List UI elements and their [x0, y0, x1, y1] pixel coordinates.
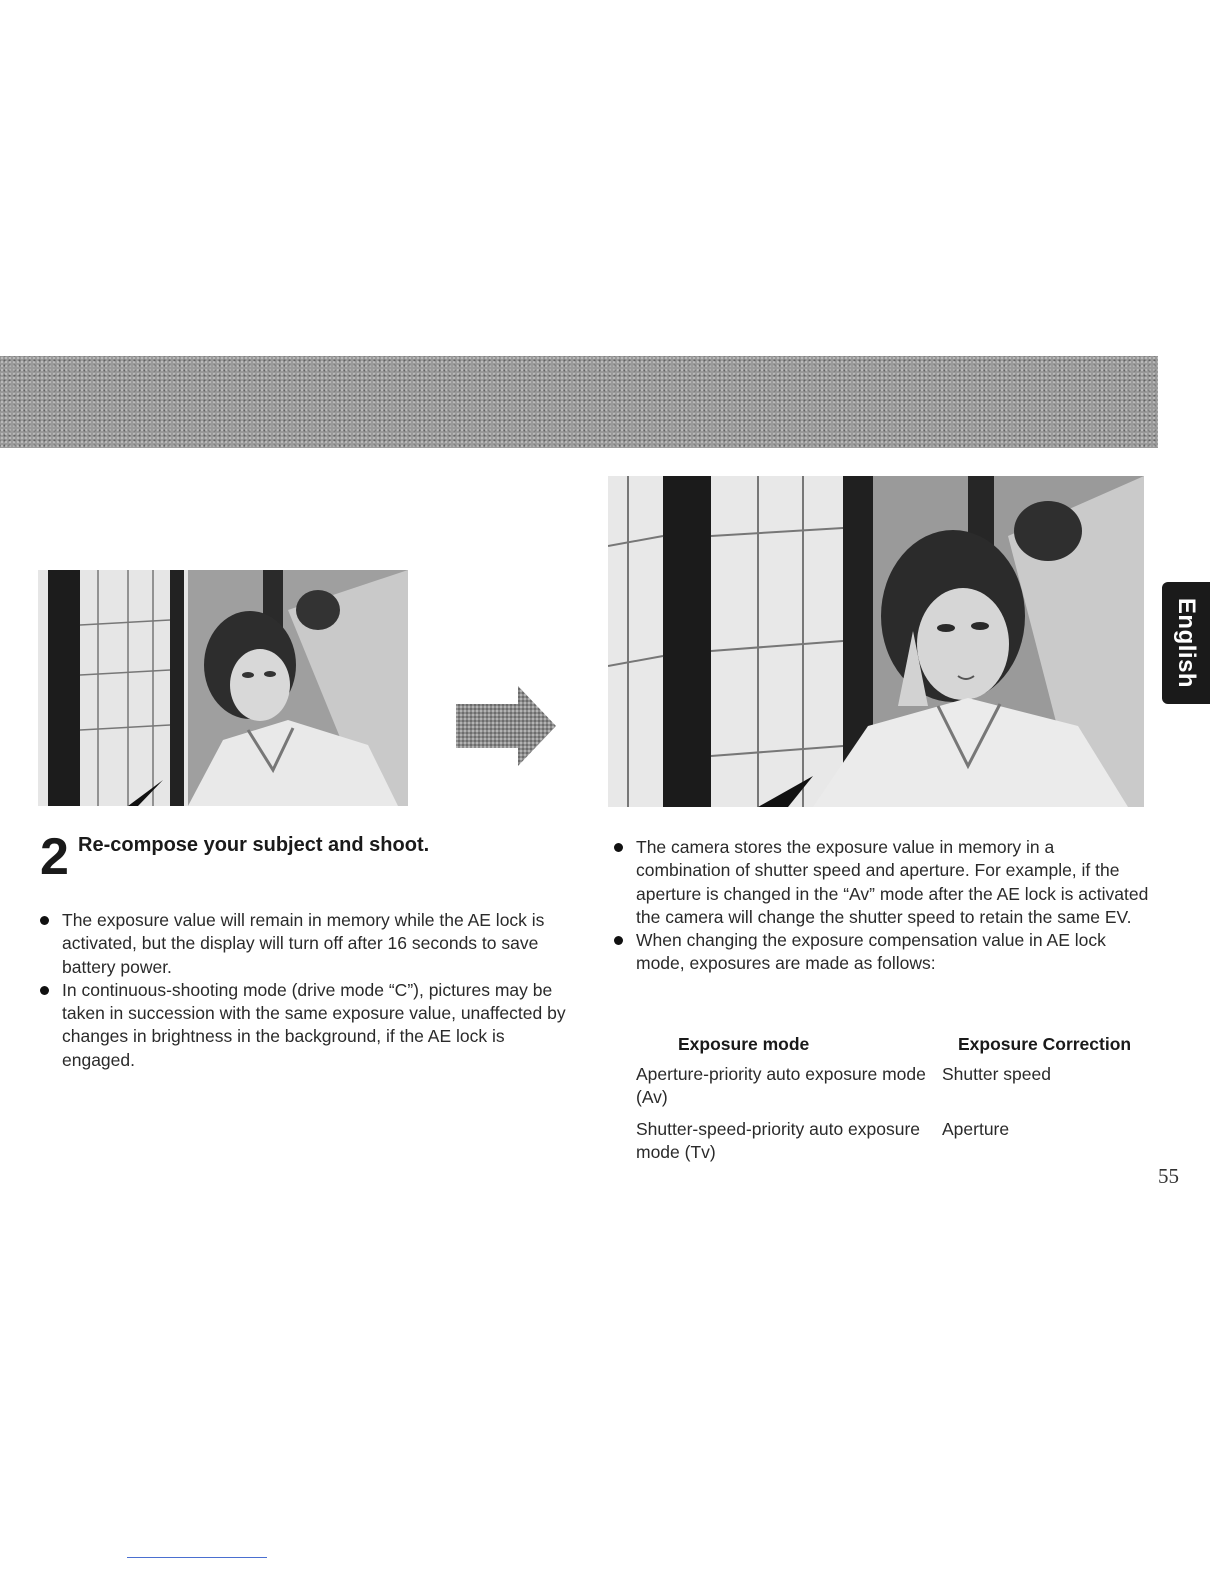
table-cell: Shutter speed: [942, 1064, 1051, 1084]
table-cell: Aperture-priority auto exposure mode (Av): [636, 1064, 926, 1108]
step-number: 2: [40, 828, 69, 886]
table-row: [636, 1118, 1136, 1173]
photo-after-illustration: [608, 476, 1144, 807]
right-bullet-list: [612, 836, 1152, 976]
table-cell: Shutter-speed-priority auto exposure mode (Tv): [636, 1118, 921, 1162]
column-header-exposure-correction: Exposure Correction: [958, 1034, 1132, 1054]
table-header-row: [636, 1034, 1136, 1063]
left-bullet-list: [38, 909, 578, 1072]
photo-before-recompose: [38, 570, 408, 806]
bullet-item: When changing the exposure compensation value in AE lock mode, exposures are made as follows:: [612, 929, 1152, 976]
footer-rule: [127, 1557, 267, 1558]
language-tab-label: English: [1173, 597, 1201, 689]
bullet-item: In continuous-shooting mode (drive mode “C”), pictures may be taken in succession with the same exposure value, unaffected by changes in brightness in the background, if the AE lock is engaged.: [38, 979, 578, 1072]
column-header-exposure-mode: Exposure mode: [678, 1034, 810, 1054]
right-arrow-icon: [456, 686, 556, 766]
photo-after-recompose: [608, 476, 1144, 807]
exposure-correction-table: [636, 1034, 1136, 1172]
step-title: Re-compose your subject and shoot.: [78, 834, 430, 856]
header-band: [0, 356, 1158, 448]
table-cell: Aperture: [942, 1118, 1010, 1139]
table-row: [636, 1063, 1136, 1118]
language-tab: [1162, 582, 1210, 704]
step-heading: [40, 828, 580, 886]
photo-before-illustration: [38, 570, 408, 806]
bullet-item: The camera stores the exposure value in memory in a combination of shutter speed and aperture. For example, if the aperture is changed in the “Av” mode after the AE lock is activated the camera will change the shutter speed to retain the same EV.: [612, 836, 1152, 929]
bullet-item: The exposure value will remain in memory while the AE lock is activated, but the display will turn off after 16 seconds to save battery power.: [38, 909, 578, 979]
page-number: 55: [1158, 1164, 1179, 1188]
